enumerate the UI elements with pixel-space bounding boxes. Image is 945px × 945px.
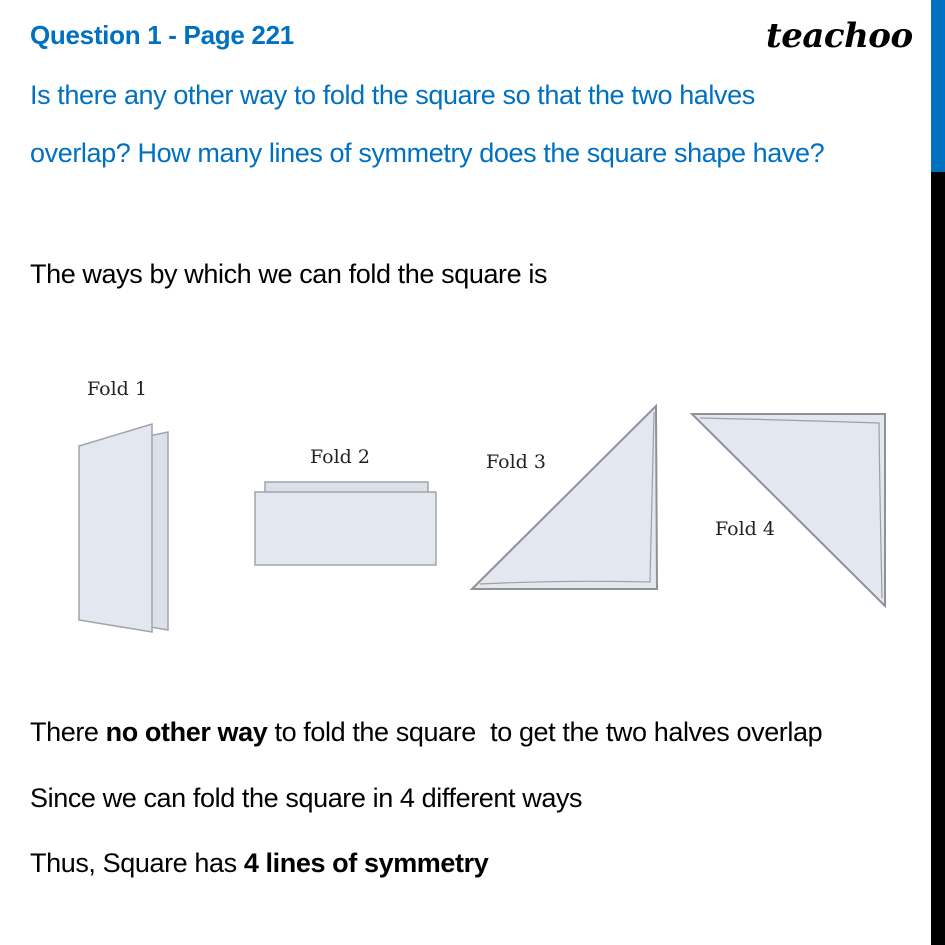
fold-4-figure (692, 414, 885, 606)
question-line-2: overlap? How many lines of symmetry does the square shape have? (30, 138, 825, 168)
conclusion-line-1-pre: There (30, 717, 106, 747)
fold-2-label: Fold 2 (310, 446, 370, 468)
answer-intro: The ways by which we can fold the square is (30, 259, 548, 289)
conclusion-line-1-emphasis: no other way (105, 717, 268, 747)
conclusion-line-1-post: to fold the square to get the two halves overlap (267, 717, 823, 747)
page-title: Question 1 - Page 221 (30, 20, 294, 50)
fold-3-label: Fold 3 (486, 451, 546, 473)
question-line-1: Is there any other way to fold the square so that the two halves (30, 80, 755, 110)
conclusion-line-2: Since we can fold the square in 4 different ways (30, 783, 583, 813)
conclusion-line-1 (30, 717, 822, 748)
fold-2-figure (255, 482, 436, 565)
conclusion-line-3-emphasis: 4 lines of symmetry (243, 848, 489, 878)
conclusion-line-3-pre: Thus, Square has (30, 848, 244, 878)
teachoo-logo: teachoo (766, 16, 913, 56)
conclusion-line-3 (30, 848, 488, 879)
fold-3-figure (472, 406, 657, 589)
fold-1-label: Fold 1 (87, 378, 147, 400)
fold-4-label: Fold 4 (715, 518, 775, 540)
fold-1-figure (79, 424, 168, 632)
